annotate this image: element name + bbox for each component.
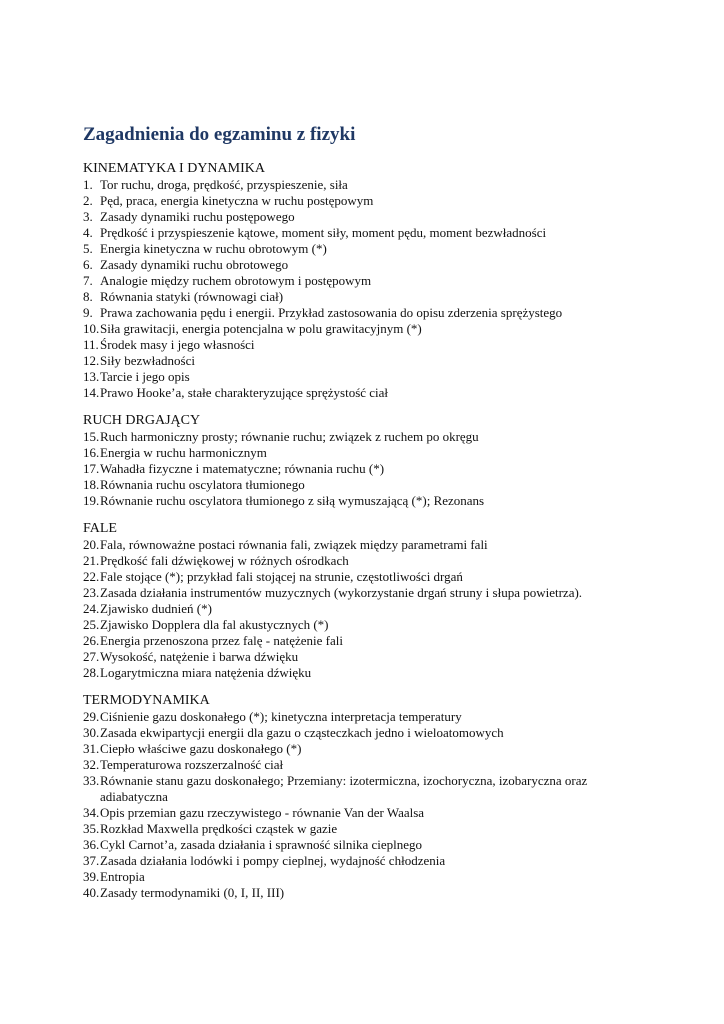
list-item (83, 725, 703, 741)
list-item (83, 273, 703, 289)
item-text: Energia kinetyczna w ruchu obrotowym (*) (100, 241, 327, 256)
item-number: 31. (83, 741, 100, 756)
list-item (83, 853, 703, 869)
item-number: 1. (83, 177, 93, 192)
list-item (83, 805, 703, 821)
list-item (83, 477, 703, 493)
item-text: Zasada działania instrumentów muzycznych (wykorzystanie drgań struny i słupa powietrza). (100, 585, 583, 600)
document-content (83, 160, 703, 912)
list-item (83, 741, 703, 757)
item-text: Ruch harmoniczny prosty; równanie ruchu; związek z ruchem po okręgu (100, 429, 479, 444)
item-text: Energia w ruchu harmonicznym (100, 445, 267, 460)
list-item (83, 553, 703, 569)
list-item (83, 649, 703, 665)
item-number: 27. (83, 649, 100, 664)
item-text: Cykl Carnot’a, zasada działania i sprawność silnika cieplnego (100, 837, 423, 852)
section-termodynamika (83, 692, 703, 901)
item-text: Analogie między ruchem obrotowym i postępowym (100, 273, 372, 288)
item-number: 2. (83, 193, 93, 208)
section-kinematyka (83, 160, 703, 401)
item-number: 10. (83, 321, 100, 336)
item-number: 26. (83, 633, 100, 648)
item-number: 18. (83, 477, 100, 492)
item-number: 39. (83, 869, 100, 884)
item-text: Wysokość, natężenie i barwa dźwięku (100, 649, 299, 664)
item-number: 28. (83, 665, 100, 680)
list-item (83, 601, 703, 617)
list-item (83, 569, 703, 585)
list-item (83, 869, 703, 885)
list-item (83, 305, 703, 321)
item-text: Siła grawitacji, energia potencjalna w polu grawitacyjnym (*) (100, 321, 422, 336)
item-number: 40. (83, 885, 100, 900)
section-ruch-drgajacy (83, 412, 703, 509)
item-text: Prawo Hooke’a, stałe charakteryzujące sprężystość ciał (100, 385, 389, 400)
item-text: Środek masy i jego własności (100, 337, 255, 352)
item-text: Zasady termodynamiki (0, I, II, III) (100, 885, 285, 900)
item-text: Prędkość i przyspieszenie kątowe, moment siły, moment pędu, moment bezwładności (100, 225, 547, 240)
item-text: Fale stojące (*); przykład fali stojącej na strunie, częstotliwości drgań (100, 569, 463, 584)
item-number: 6. (83, 257, 93, 272)
item-number: 24. (83, 601, 100, 616)
item-number: 14. (83, 385, 100, 400)
list-item (83, 209, 703, 225)
item-text: Zasady dynamiki ruchu postępowego (100, 209, 295, 224)
item-number: 23. (83, 585, 100, 600)
section-fale (83, 520, 703, 681)
list-item (83, 885, 703, 901)
list-item (83, 821, 703, 837)
item-number: 5. (83, 241, 93, 256)
item-number: 15. (83, 429, 100, 444)
item-text: Zasada ekwipartycji energii dla gazu o cząsteczkach jedno i wieloatomowych (100, 725, 504, 740)
section-heading: RUCH DRGAJĄCY (83, 413, 201, 428)
document-title: Zagadnienia do egzaminu z fizyki (83, 124, 356, 145)
item-text: Siły bezwładności (100, 353, 195, 368)
item-text: Energia przenoszona przez falę - natężenie fali (100, 633, 344, 648)
item-text: Zjawisko Dopplera dla fal akustycznych (*) (100, 617, 329, 632)
item-number: 9. (83, 305, 93, 320)
list-item (83, 257, 703, 273)
item-text: Pęd, praca, energia kinetyczna w ruchu postępowym (100, 193, 374, 208)
section-heading: KINEMATYKA I DYNAMIKA (83, 161, 265, 176)
item-number: 7. (83, 273, 93, 288)
item-number: 21. (83, 553, 100, 568)
item-text: Równanie stanu gazu doskonałego; Przemiany: izotermiczna, izochoryczna, izobaryczna oraz adiabatyczna (100, 773, 588, 804)
item-text: Prędkość fali dźwiękowej w różnych ośrodkach (100, 553, 349, 568)
list-item (83, 177, 703, 193)
item-number: 19. (83, 493, 100, 508)
list-item (83, 225, 703, 241)
list-item (83, 321, 703, 337)
item-text: Ciepło właściwe gazu doskonałego (*) (100, 741, 302, 756)
item-number: 37. (83, 853, 100, 868)
item-number: 11. (83, 337, 99, 352)
list-item (83, 461, 703, 477)
item-number: 20. (83, 537, 100, 552)
list-item (83, 429, 703, 445)
item-number: 8. (83, 289, 93, 304)
list-item (83, 353, 703, 369)
item-text: Tor ruchu, droga, prędkość, przyspieszenie, siła (100, 177, 348, 192)
item-number: 25. (83, 617, 100, 632)
item-number: 33. (83, 773, 100, 788)
item-number: 34. (83, 805, 100, 820)
item-text: Zjawisko dudnień (*) (100, 601, 212, 616)
item-text: Opis przemian gazu rzeczywistego - równanie Van der Waalsa (100, 805, 425, 820)
item-text: Rozkład Maxwella prędkości cząstek w gazie (100, 821, 338, 836)
item-text: Zasada działania lodówki i pompy cieplnej, wydajność chłodzenia (100, 853, 446, 868)
list-item (83, 773, 703, 805)
item-number: 29. (83, 709, 100, 724)
item-text: Równania ruchu oscylatora tłumionego (100, 477, 305, 492)
item-number: 22. (83, 569, 100, 584)
list-item (83, 585, 703, 601)
item-text: Zasady dynamiki ruchu obrotowego (100, 257, 289, 272)
item-number: 35. (83, 821, 100, 836)
item-number: 16. (83, 445, 100, 460)
item-number: 17. (83, 461, 100, 476)
item-number: 12. (83, 353, 100, 368)
list-item (83, 193, 703, 209)
list-item (83, 445, 703, 461)
item-number: 13. (83, 369, 100, 384)
list-item (83, 241, 703, 257)
list-item (83, 289, 703, 305)
section-heading: TERMODYNAMIKA (83, 693, 210, 708)
list-item (83, 709, 703, 725)
list-item (83, 493, 703, 509)
item-number: 36. (83, 837, 100, 852)
item-number: 30. (83, 725, 100, 740)
list-item (83, 337, 703, 353)
item-text: Temperaturowa rozszerzalność ciał (100, 757, 284, 772)
item-number: 32. (83, 757, 100, 772)
list-item (83, 837, 703, 853)
list-item (83, 633, 703, 649)
item-text: Entropia (100, 869, 145, 884)
list-item (83, 537, 703, 553)
list-item (83, 617, 703, 633)
item-text: Wahadła fizyczne i matematyczne; równania ruchu (*) (100, 461, 385, 476)
item-text: Ciśnienie gazu doskonałego (*); kinetyczna interpretacja temperatury (100, 709, 462, 724)
list-item (83, 385, 703, 401)
item-text: Prawa zachowania pędu i energii. Przykład zastosowania do opisu zderzenia sprężystego (100, 305, 563, 320)
item-text: Tarcie i jego opis (100, 369, 190, 384)
list-item (83, 665, 703, 681)
list-item (83, 757, 703, 773)
list-item (83, 369, 703, 385)
item-text: Równanie ruchu oscylatora tłumionego z siłą wymuszającą (*); Rezonans (100, 493, 485, 508)
item-number: 4. (83, 225, 93, 240)
item-text: Równania statyki (równowagi ciał) (100, 289, 284, 304)
item-text: Logarytmiczna miara natężenia dźwięku (100, 665, 312, 680)
item-number: 3. (83, 209, 93, 224)
section-heading: FALE (83, 521, 117, 536)
item-text: Fala, równoważne postaci równania fali, związek między parametrami fali (100, 537, 488, 552)
